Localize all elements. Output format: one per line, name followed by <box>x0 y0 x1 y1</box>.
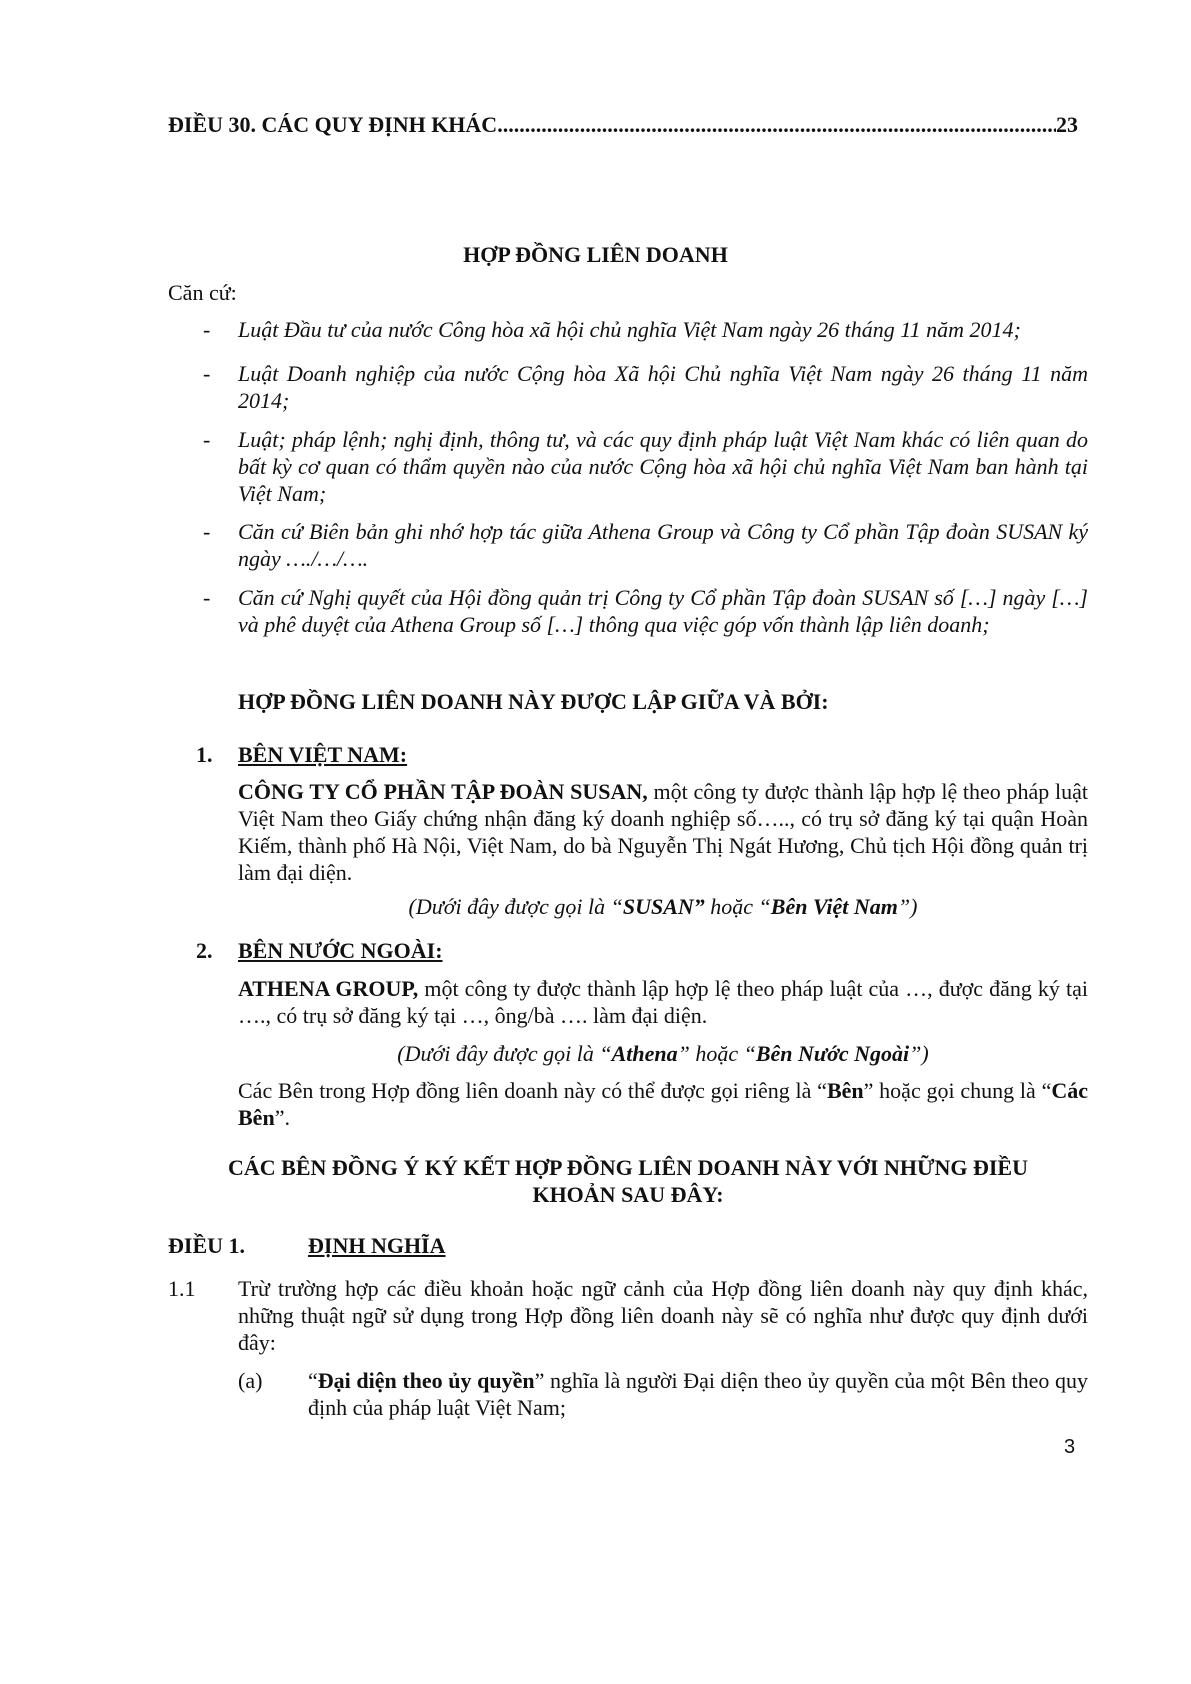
party1-alias-name: SUSAN” <box>622 894 705 919</box>
basis-item: Luật Đầu tư của nước Công hòa xã hội chủ nghĩa Việt Nam ngày 26 tháng 11 năm 2014; <box>238 317 1021 342</box>
bullet-dash: - <box>203 519 211 544</box>
clause-a-number: (a) <box>238 1368 263 1393</box>
party1-alias-post: ”) <box>897 894 918 919</box>
basis-item: Luật; pháp lệnh; nghị định, thông tư, và các quy định pháp luật Việt Nam khác có liên quan do bất kỳ cơ quan có thẩm quyền nào của nước Cộng hòa xã hội chủ nghĩa Việt Nam ban hành tại Việt Nam; <box>238 427 1088 506</box>
article1-title: ĐỊNH NGHĨA <box>308 1233 446 1258</box>
bullet-dash: - <box>203 317 211 342</box>
party2-alias-pre: (Dưới đây được gọi là “ <box>397 1041 612 1066</box>
document-title: HỢP ĐỒNG LIÊN DOANH <box>463 242 728 267</box>
basis-item: Luật Doanh nghiệp của nước Cộng hòa Xã hội Chủ nghĩa Việt Nam ngày 26 tháng 11 năm 2014; <box>238 361 1088 413</box>
party1-description: một công ty được thành lập hợp lệ theo pháp luật Việt Nam theo Giấy chứng nhận đăng ký doanh nghiệp số….., có trụ sở đăng ký tại quận Hoàn Kiếm, thành phố Hà Nội, Việt Nam, do bà Nguyễn Thị Ngát Hương, Chủ tịch Hội đồng quản trị làm đại diện. <box>238 779 1088 885</box>
party2-alias-mid: ” hoặc “ <box>677 1041 756 1066</box>
party2-alias-post: ”) <box>909 1041 929 1066</box>
agree-heading-line2: KHOẢN SAU ĐÂY: <box>532 1182 724 1207</box>
party2-alias <box>238 1040 1088 1067</box>
party2-label: BÊN NƯỚC NGOÀI: <box>238 938 443 963</box>
parties-note-pre: Các Bên trong Hợp đồng liên doanh này có thể được gọi riêng là “ <box>238 1078 827 1103</box>
toc-leader-dots <box>497 111 1056 138</box>
party2-company: ATHENA GROUP, <box>238 976 419 1001</box>
party1-alias-mid: hoặc “ <box>704 894 771 919</box>
party1-number: 1. <box>196 742 213 767</box>
clause-a-rest: ” nghĩa là người Đại diện theo ủy quyền của một Bên theo quy định của pháp luật Việt Nam; <box>308 1368 1088 1420</box>
article1-number: ĐIỀU 1. <box>168 1233 246 1258</box>
toc-entry[interactable] <box>168 111 1078 138</box>
basis-label: Căn cứ: <box>168 280 237 305</box>
party1-alias-name2: Bên Việt Nam <box>770 894 898 919</box>
clause-a-term: Đại diện theo ủy quyền <box>317 1368 535 1393</box>
party1-alias <box>238 893 1088 920</box>
parties-note-mid: ” hoặc gọi chung là “ <box>863 1078 1052 1103</box>
toc-entry-page: 23 <box>1056 112 1078 137</box>
party1-paragraph <box>238 778 1088 886</box>
parties-note-term1: Bên <box>826 1078 864 1103</box>
basis-item: Căn cứ Biên bản ghi nhớ hợp tác giữa Athena Group và Công ty Cổ phần Tập đoàn SUSAN ký ngày …./…/…. <box>238 519 1088 571</box>
bullet-dash: - <box>203 427 211 452</box>
toc-entry-title: ĐIỀU 30. CÁC QUY ĐỊNH KHÁC <box>168 112 498 137</box>
page-number: 3 <box>1064 1436 1076 1458</box>
bullet-dash: - <box>203 585 211 610</box>
party1-label: BÊN VIỆT NAM: <box>238 742 408 767</box>
party2-paragraph <box>238 975 1088 1029</box>
clause-1-1-number: 1.1 <box>168 1276 196 1301</box>
parties-note-term2: Các Bên <box>238 1078 1089 1130</box>
party2-description: một công ty được thành lập hợp lệ theo pháp luật của …, được đăng ký tại …., có trụ sở đăng ký tại …, ông/bà …. làm đại diện. <box>238 976 1088 1028</box>
parties-note <box>238 1077 1088 1131</box>
party2-alias-name2: Bên Nước Ngoài <box>755 1041 910 1066</box>
clause-1-1-text: Trừ trường hợp các điều khoản hoặc ngữ cảnh của Hợp đồng liên doanh này quy định khác, những thuật ngữ sử dụng trong Hợp đồng liên doanh này sẽ có nghĩa như được quy định dưới đây: <box>238 1276 1088 1355</box>
party1-alias-pre: (Dưới đây được gọi là “ <box>408 894 623 919</box>
clause-a-text <box>308 1367 1088 1421</box>
party2-number: 2. <box>196 938 213 963</box>
party2-alias-name: Athena <box>611 1041 678 1066</box>
parties-note-post: ”. <box>274 1105 290 1130</box>
parties-heading: HỢP ĐỒNG LIÊN DOANH NÀY ĐƯỢC LẬP GIỮA VÀ BỞI: <box>238 689 829 714</box>
clause-a-open-quote: “ <box>308 1368 318 1393</box>
agree-heading-line1: CÁC BÊN ĐỒNG Ý KÝ KẾT HỢP ĐỒNG LIÊN DOANH NÀY VỚI NHỮNG ĐIỀU <box>227 1155 1028 1180</box>
party1-company: CÔNG TY CỔ PHẦN TẬP ĐOÀN SUSAN, <box>238 779 648 804</box>
bullet-dash: - <box>203 361 211 386</box>
basis-item: Căn cứ Nghị quyết của Hội đồng quản trị Công ty Cổ phần Tập đoàn SUSAN số […] ngày […] và phê duyệt của Athena Group số […] thông qua việc góp vốn thành lập liên doanh; <box>238 585 1088 637</box>
